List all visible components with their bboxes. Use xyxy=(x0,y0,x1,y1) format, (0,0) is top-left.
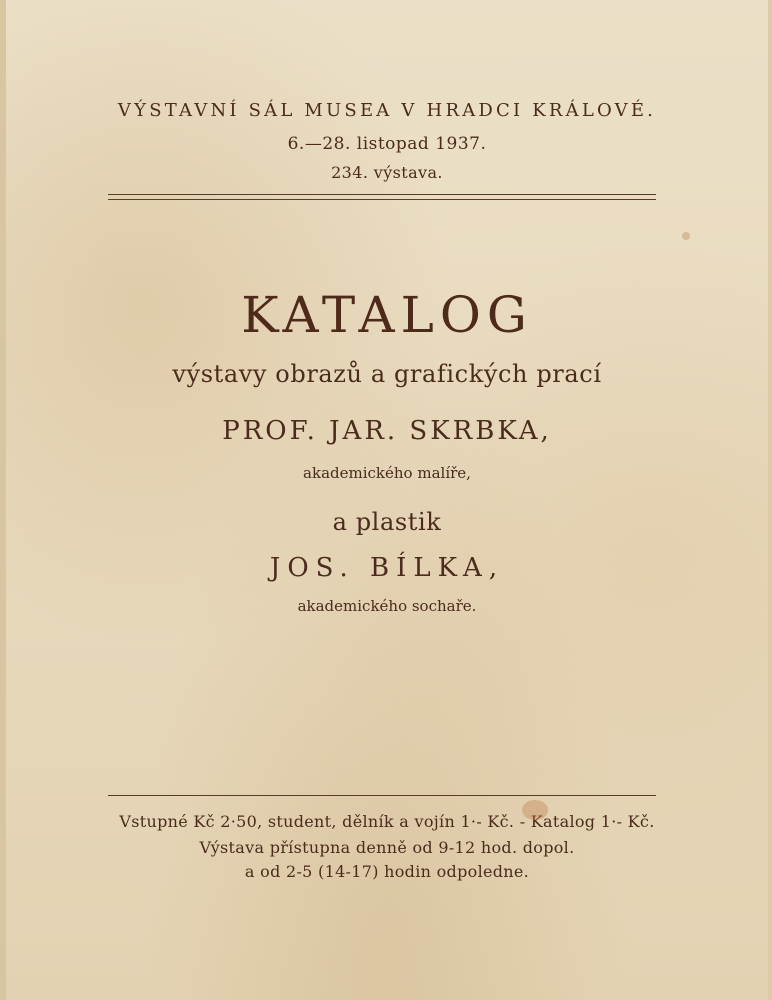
opening-hours-afternoon: a od 2-5 (14-17) hodin odpoledne. xyxy=(244,862,530,881)
catalog-title: KATALOG xyxy=(241,286,533,344)
exhibition-dates: 6.—28. listopad 1937. xyxy=(287,134,487,154)
artist1-name: PROF. JAR. SKRBKA, xyxy=(222,416,552,446)
header-rule-top xyxy=(108,194,656,195)
artist2-role: akademického sochaře. xyxy=(297,597,477,615)
exhibition-number: 234. výstava. xyxy=(331,163,443,182)
opening-hours-morning: Výstava přístupna denně od 9-12 hod. dopol. xyxy=(199,838,575,857)
paper-stain xyxy=(522,800,548,820)
conjunction-text: a plastik xyxy=(332,508,442,536)
footer-rule xyxy=(108,795,656,796)
admission-info: Vstupné Kč 2·50, student, dělník a vojín 1·- Kč. - Katalog 1·- Kč. xyxy=(119,812,655,831)
venue-heading: VÝSTAVNÍ SÁL MUSEA V HRADCI KRÁLOVÉ. xyxy=(117,100,657,121)
paper-spot xyxy=(682,232,690,240)
artist2-name: JOS. BÍLKA, xyxy=(269,553,505,583)
artist1-role: akademického malíře, xyxy=(303,464,471,482)
header-rule-bottom xyxy=(108,199,656,200)
catalog-subtitle: výstavy obrazů a grafických prací xyxy=(172,360,602,388)
